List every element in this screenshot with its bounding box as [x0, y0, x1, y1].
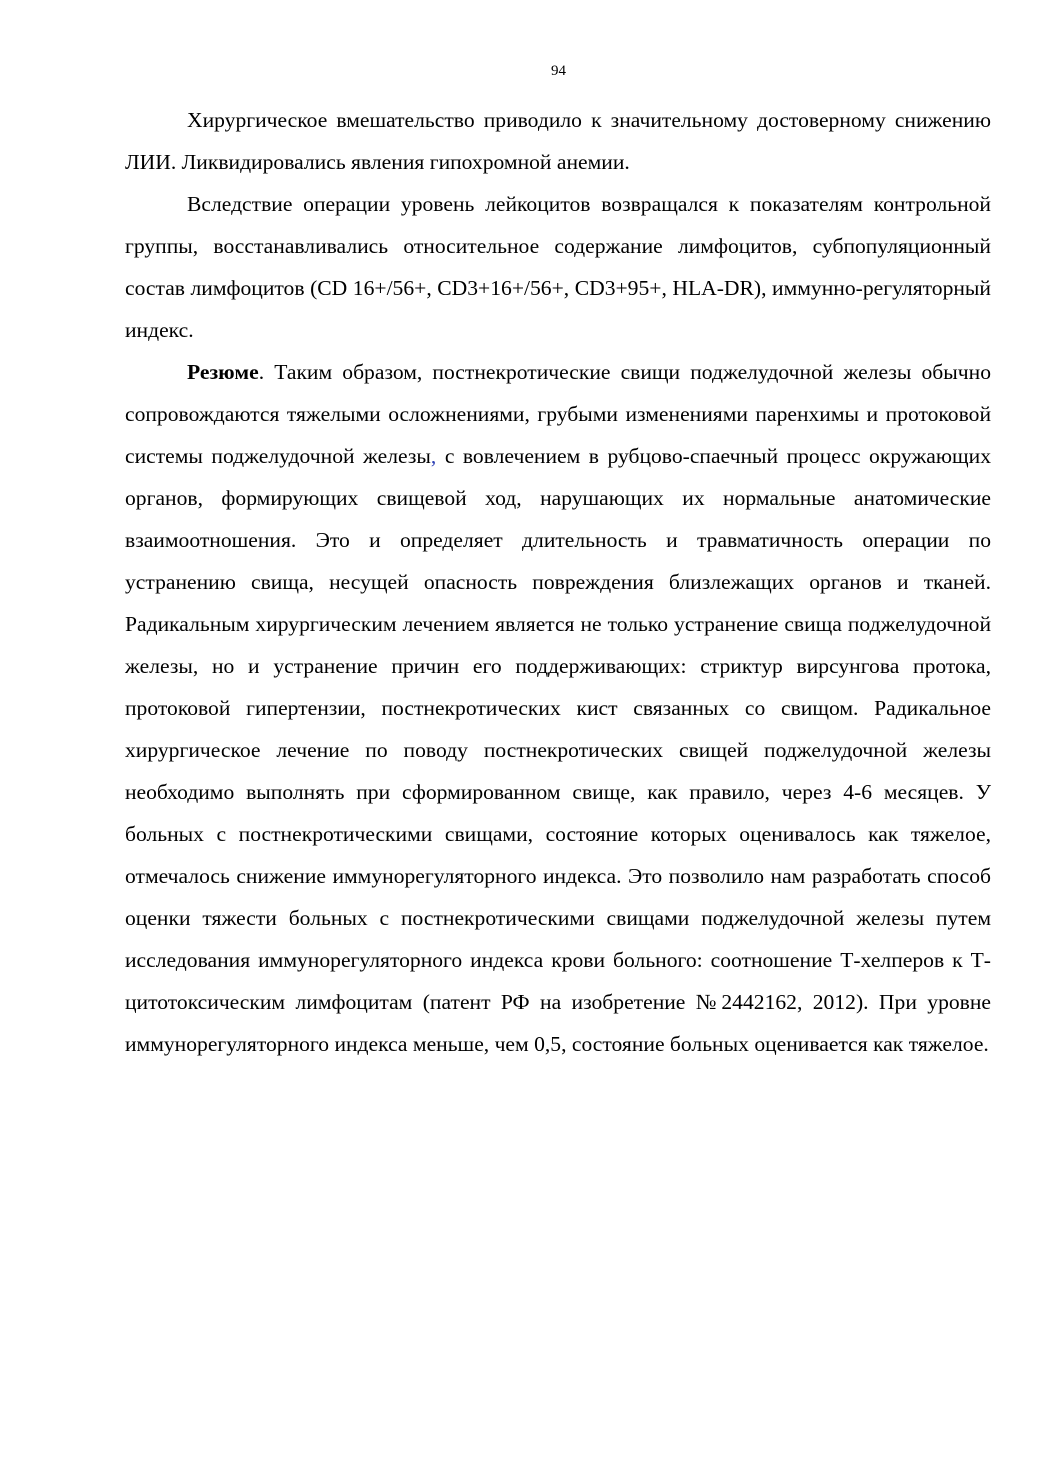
- document-body: [125, 99, 991, 1065]
- summary-comma: ,: [430, 444, 437, 468]
- summary-text-part1: . Таким образом, постнекротические свищи поджелудочной железы обычно сопровождаются тяжелыми осложнениями, грубыми изменениями паренхимы и протоковой системы поджелудочной железы: [125, 360, 991, 468]
- summary-text-part2: с вовлечением в рубцово-спаечный процесс окружающих органов, формирующих свищевой ход, нарушающих их нормальные анатомические взаимоотношения. Это и определяет длительность и травматичность операции по устранению свища, несущей опасность повреждения близлежащих органов и тканей. Радикальным хирургическим лечением является не только устранение свища поджелудочной железы, но и устранение причин его поддерживающих: стриктур вирсунгова протока, протоковой гипертензии, постнекротических кист связанных со свищом. Радикальное хирургическое лечение по поводу постнекротических свищей поджелудочной железы необходимо выполнять при сформированном свище, как правило, через 4-6 месяцев. У больных с постнекротическими свищами, состояние которых оценивалось как тяжелое, отмечалось снижение иммунорегуляторного индекса. Это позволило нам разработать способ оценки тяжести больных с постнекротическими свищами поджелудочной железы путем исследования иммунорегуляторного индекса крови больного: соотношение Т-хелперов к Т-цитотоксическим лимфоцитам (патент РФ на изобретение №2442162, 2012). При уровне иммунорегуляторного индекса меньше, чем 0,5, состояние больных оценивается как тяжелое.: [125, 444, 991, 1056]
- paragraph-summary: [125, 351, 991, 1065]
- paragraph-leukocytes: Вследствие операции уровень лейкоцитов возвращался к показателям контрольной группы, восстанавливались относительное содержание лимфоцитов, субпопуляционный состав лимфоцитов (CD 16+/56+, CD3+16+/56+, CD3+95+, HLA-DR), иммунно-регуляторный индекс.: [125, 192, 991, 342]
- paragraph-surgical-intervention: Хирургическое вмешательство приводило к значительному достоверному снижению ЛИИ. Ликвидировались явления гипохромной анемии.: [125, 108, 991, 174]
- summary-heading: Резюме: [187, 360, 259, 384]
- page-number: 94: [551, 63, 566, 79]
